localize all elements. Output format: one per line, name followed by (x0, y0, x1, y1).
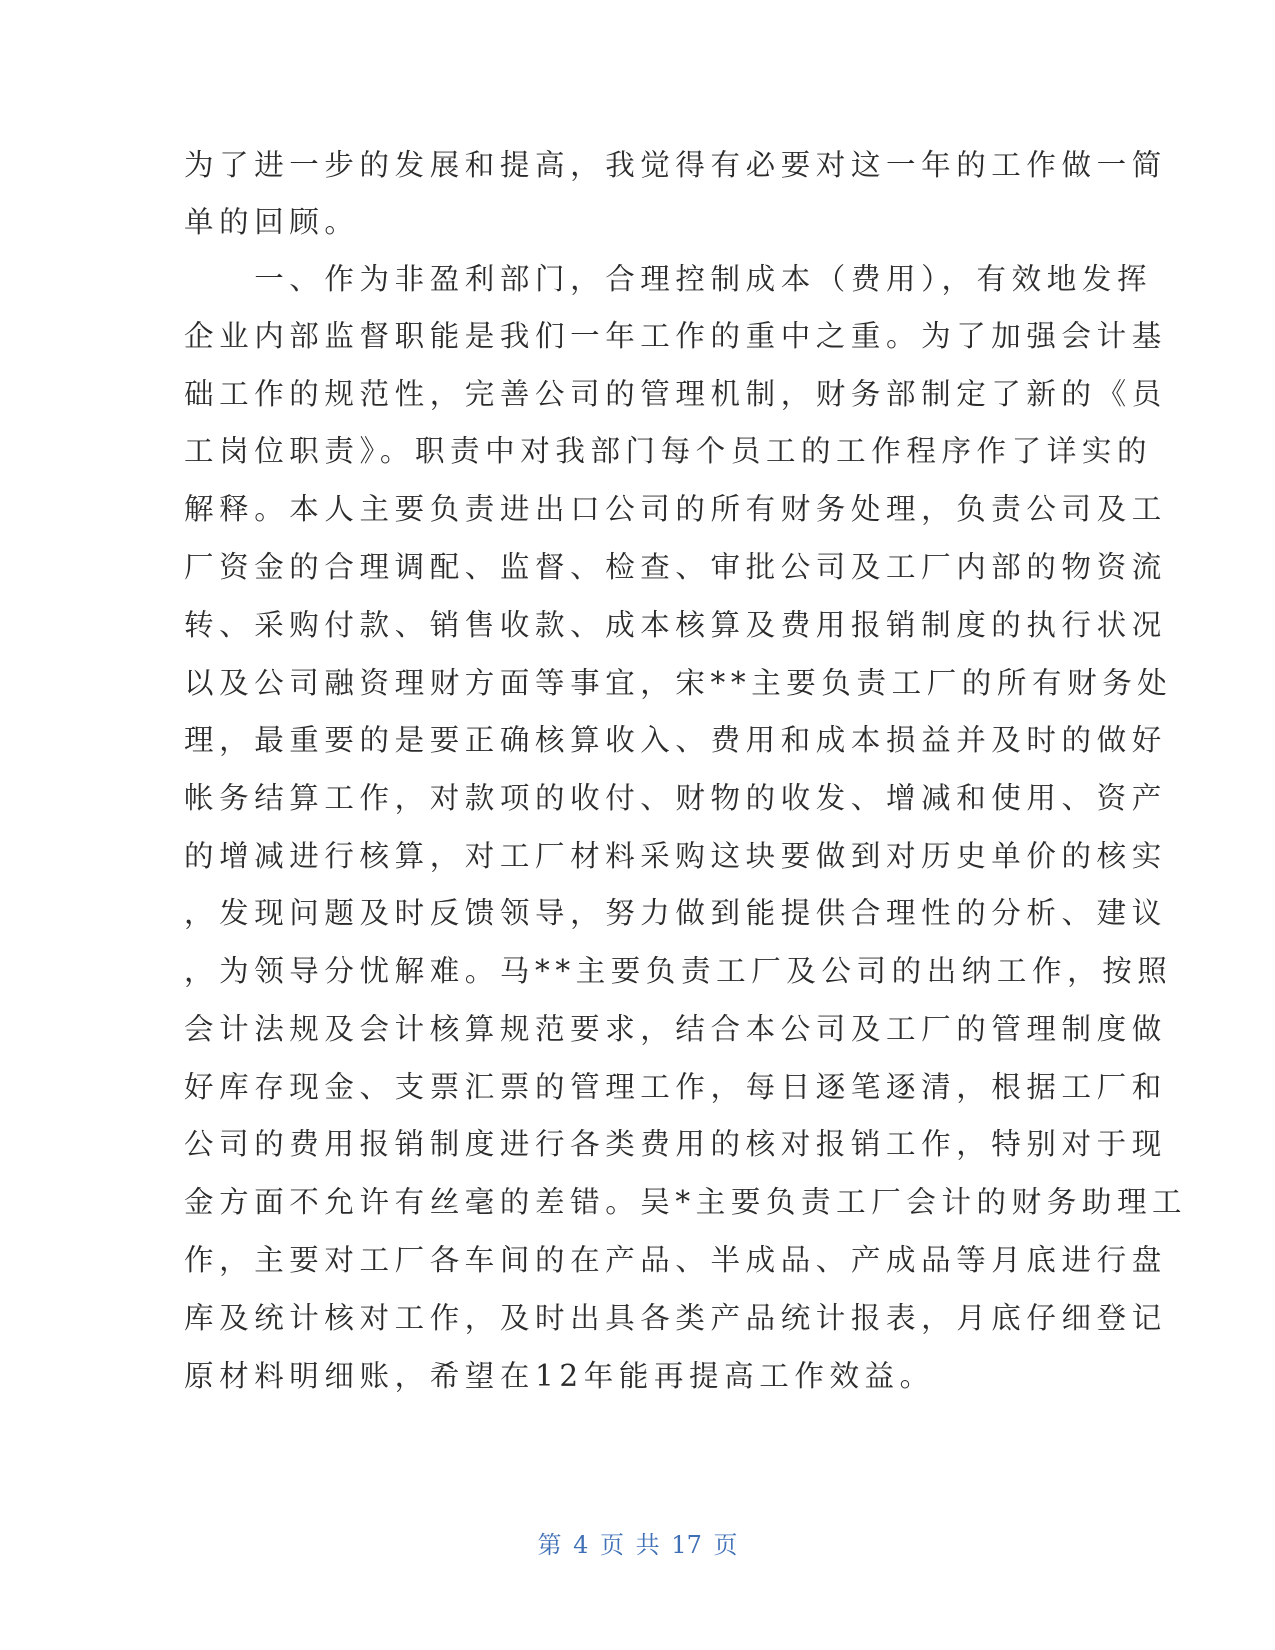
text-line: 会计法规及会计核算规范要求，结合本公司及工厂的管理制度做 (184, 1012, 1167, 1046)
text-line: 解释。本人主要负责进出口公司的所有财务处理，负责公司及工 (184, 492, 1167, 526)
text-line: 企业内部监督职能是我们一年工作的重中之重。为了加强会计基 (184, 319, 1167, 353)
text-line: 金方面不允许有丝毫的差错。吴*主要负责工厂会计的财务助理工 (184, 1185, 1188, 1219)
text-line: ，为领导分忧解难。马**主要负责工厂及公司的出纳工作，按照 (184, 954, 1173, 988)
text-line: 好库存现金、支票汇票的管理工作，每日逐笔逐清，根据工厂和 (184, 1070, 1167, 1104)
text-line: 的增减进行核算，对工厂材料采购这块要做到对历史单价的核实 (184, 839, 1167, 873)
text-line: ，发现问题及时反馈领导，努力做到能提供合理性的分析、建议 (184, 896, 1167, 930)
text-line: 以及公司融资理财方面等事宜，宋**主要负责工厂的所有财务处 (184, 666, 1173, 700)
text-line: 单的回顾。 (184, 205, 360, 239)
text-line: 公司的费用报销制度进行各类费用的核对报销工作，特别对于现 (184, 1127, 1167, 1161)
page-number-footer (0, 1525, 1275, 1560)
text-line: 础工作的规范性，完善公司的管理机制，财务部制定了新的《员 (184, 377, 1167, 411)
text-line: 一、作为非盈利部门，合理控制成本（费用），有效地发挥 (184, 262, 1153, 296)
text-line: 库及统计核对工作，及时出具各类产品统计报表，月底仔细登记 (184, 1301, 1167, 1335)
text-line: 理，最重要的是要正确核算收入、费用和成本损益并及时的做好 (184, 723, 1167, 757)
page-number-label: 第 4 页 共 17 页 (537, 1531, 738, 1559)
text-line: 转、采购付款、销售收款、成本核算及费用报销制度的执行状况 (184, 608, 1167, 642)
text-line: 原材料明细账，希望在12年能再提高工作效益。 (184, 1359, 935, 1393)
text-line: 为了进一步的发展和提高，我觉得有必要对这一年的工作做一简 (184, 148, 1167, 182)
text-line: 厂资金的合理调配、监督、检查、审批公司及工厂内部的物资流 (184, 550, 1167, 584)
text-line: 帐务结算工作，对款项的收付、财物的收发、增减和使用、资产 (184, 781, 1167, 815)
text-line: 作，主要对工厂各车间的在产品、半成品、产成品等月底进行盘 (184, 1243, 1167, 1277)
text-line: 工岗位职责》。职责中对我部门每个员工的工作程序作了详实的 (184, 434, 1153, 468)
